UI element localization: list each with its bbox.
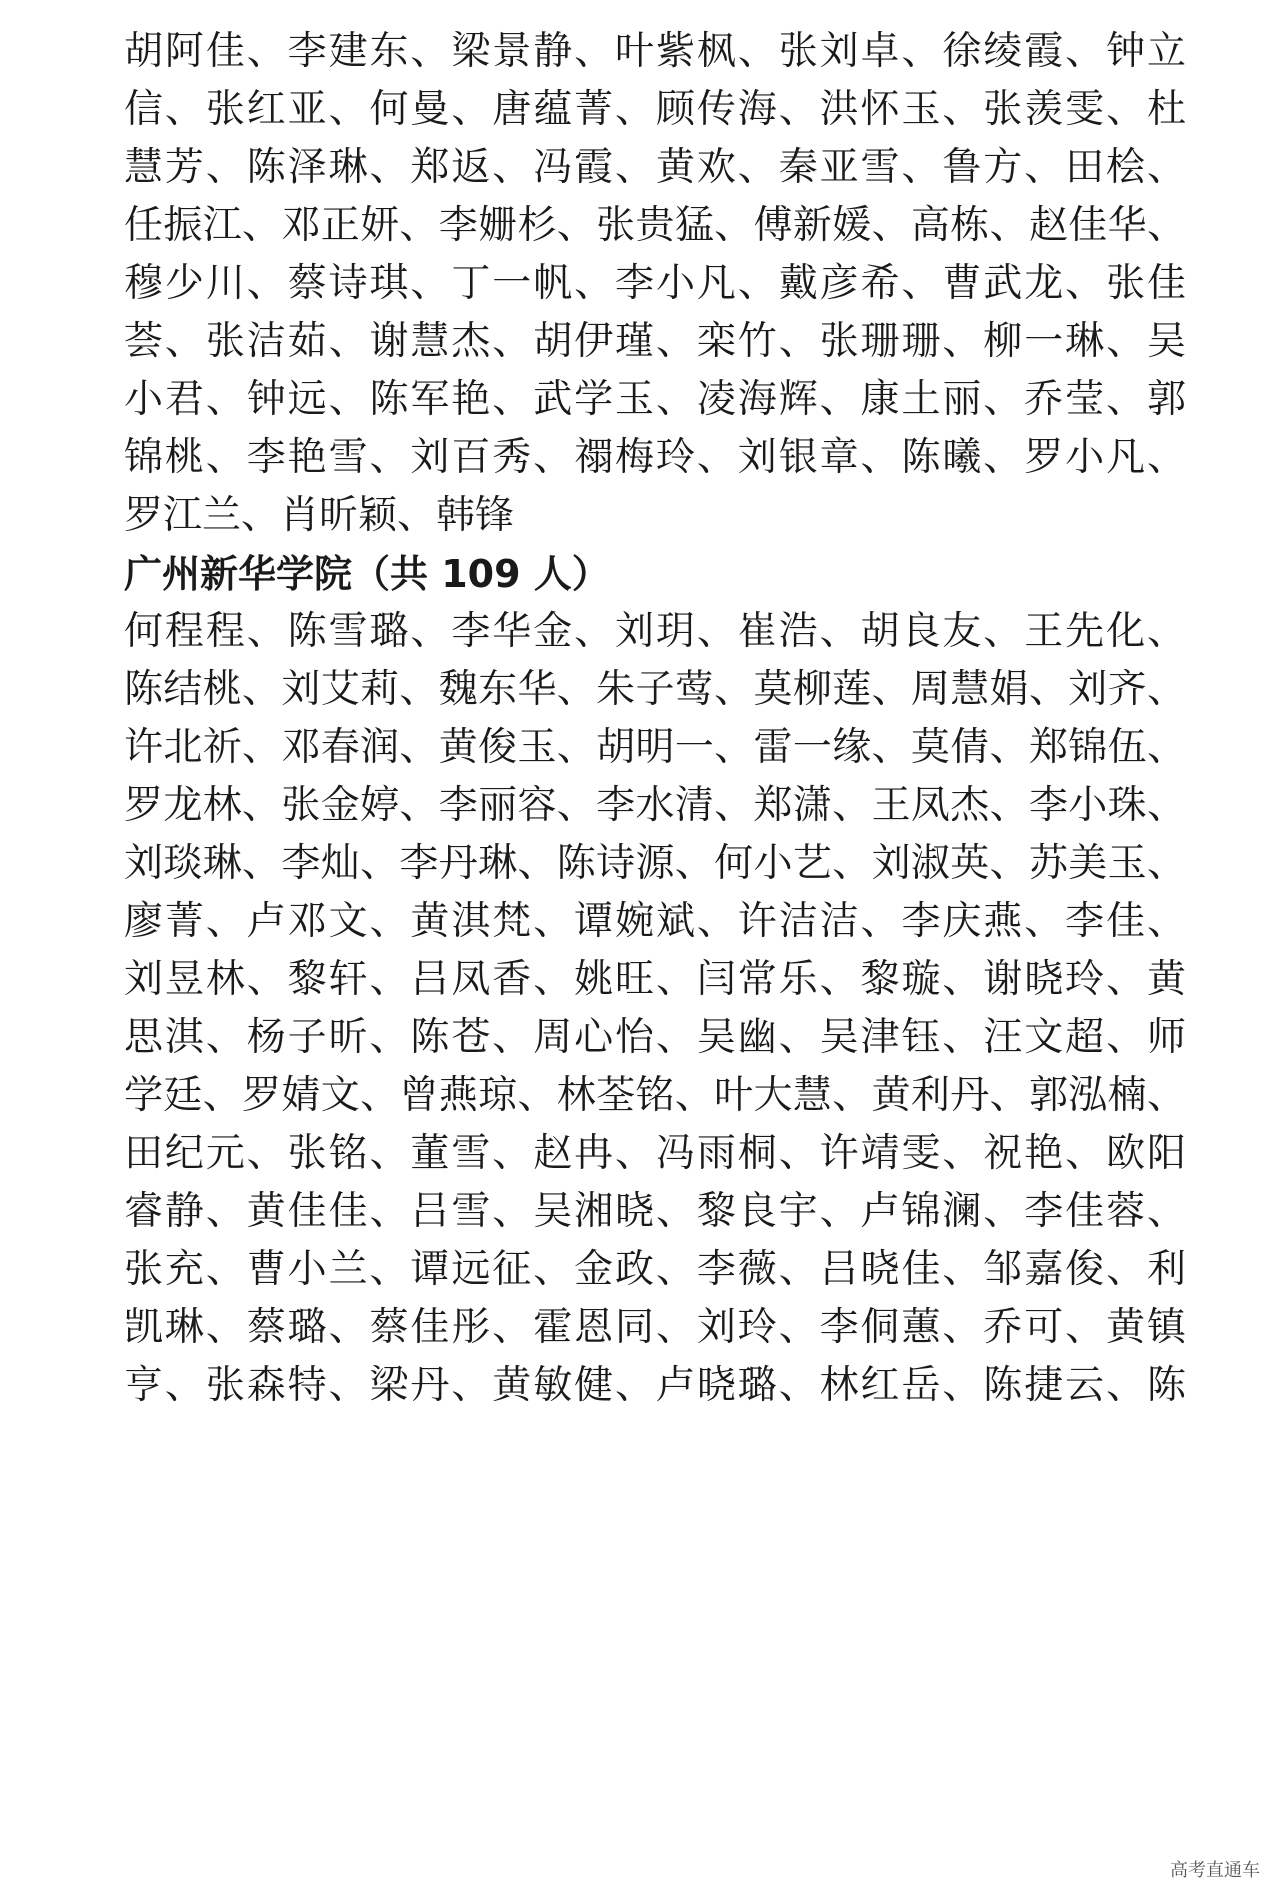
- name-list-line: 凯琳、蔡璐、蔡佳彤、霍恩同、刘玲、李侗蕙、乔可、黄镇: [124, 1305, 1186, 1350]
- name-list-line: 慧芳、陈泽琳、郑返、冯霞、黄欢、秦亚雪、鲁方、田桧、: [124, 145, 1186, 190]
- name-list-line: 何程程、陈雪璐、李华金、刘玥、崔浩、胡良友、王先化、: [124, 609, 1186, 654]
- name-list-line: 任振江、邓正妍、李姗杉、张贵猛、傅新媛、高栋、赵佳华、: [124, 203, 1186, 248]
- name-list-line: 小君、钟远、陈军艳、武学玉、凌海辉、康土丽、乔莹、郭: [124, 377, 1186, 422]
- watermark-text: 高考直通车: [1170, 1860, 1260, 1881]
- name-list-line: 刘琰琳、李灿、李丹琳、陈诗源、何小艺、刘淑英、苏美玉、: [124, 841, 1186, 886]
- name-list-line: 睿静、黄佳佳、吕雪、吴湘晓、黎良宇、卢锦澜、李佳蓉、: [124, 1189, 1186, 1234]
- name-list-line: 信、张红亚、何曼、唐蕴菁、顾传海、洪怀玉、张羡雯、杜: [124, 87, 1186, 132]
- name-list-line: 思淇、杨子昕、陈苍、周心怡、吴幽、吴津钰、汪文超、师: [124, 1015, 1186, 1060]
- name-list-line: 荟、张洁茹、谢慧杰、胡伊瑾、栾竹、张珊珊、柳一琳、吴: [124, 319, 1186, 364]
- name-list-line: 廖菁、卢邓文、黄淇梵、谭婉斌、许洁洁、李庆燕、李佳、: [124, 899, 1186, 944]
- name-list-line: 穆少川、蔡诗琪、丁一帆、李小凡、戴彦希、曹武龙、张佳: [124, 261, 1186, 306]
- name-list-line: 学廷、罗婧文、曾燕琼、林荃铭、叶大慧、黄利丹、郭泓楠、: [124, 1073, 1186, 1118]
- name-list-line: 许北祈、邓春润、黄俊玉、胡明一、雷一缘、莫倩、郑锦伍、: [124, 725, 1186, 770]
- name-list-line: 亨、张森特、梁丹、黄敏健、卢晓璐、林红岳、陈捷云、陈: [124, 1363, 1186, 1408]
- name-list-line: 罗江兰、肖昕颖、韩锋: [124, 493, 515, 538]
- section-heading: 广州新华学院（共 109 人）: [124, 552, 610, 596]
- name-list-line: 罗龙林、张金婷、李丽容、李水清、郑潇、王凤杰、李小珠、: [124, 783, 1186, 828]
- name-list-line: 陈结桃、刘艾莉、魏东华、朱子莺、莫柳莲、周慧娟、刘齐、: [124, 667, 1186, 712]
- name-list-line: 胡阿佳、李建东、梁景静、叶紫枫、张刘卓、徐绫霞、钟立: [124, 29, 1186, 74]
- name-list-line: 张充、曹小兰、谭远征、金政、李薇、吕晓佳、邹嘉俊、利: [124, 1247, 1186, 1292]
- name-list-line: 田纪元、张铭、董雪、赵冉、冯雨桐、许靖雯、祝艳、欧阳: [124, 1131, 1186, 1176]
- name-list-line: 锦桃、李艳雪、刘百秀、禤梅玲、刘银章、陈曦、罗小凡、: [124, 435, 1186, 480]
- name-list-line: 刘昱林、黎轩、吕凤香、姚旺、闫常乐、黎璇、谢晓玲、黄: [124, 957, 1186, 1002]
